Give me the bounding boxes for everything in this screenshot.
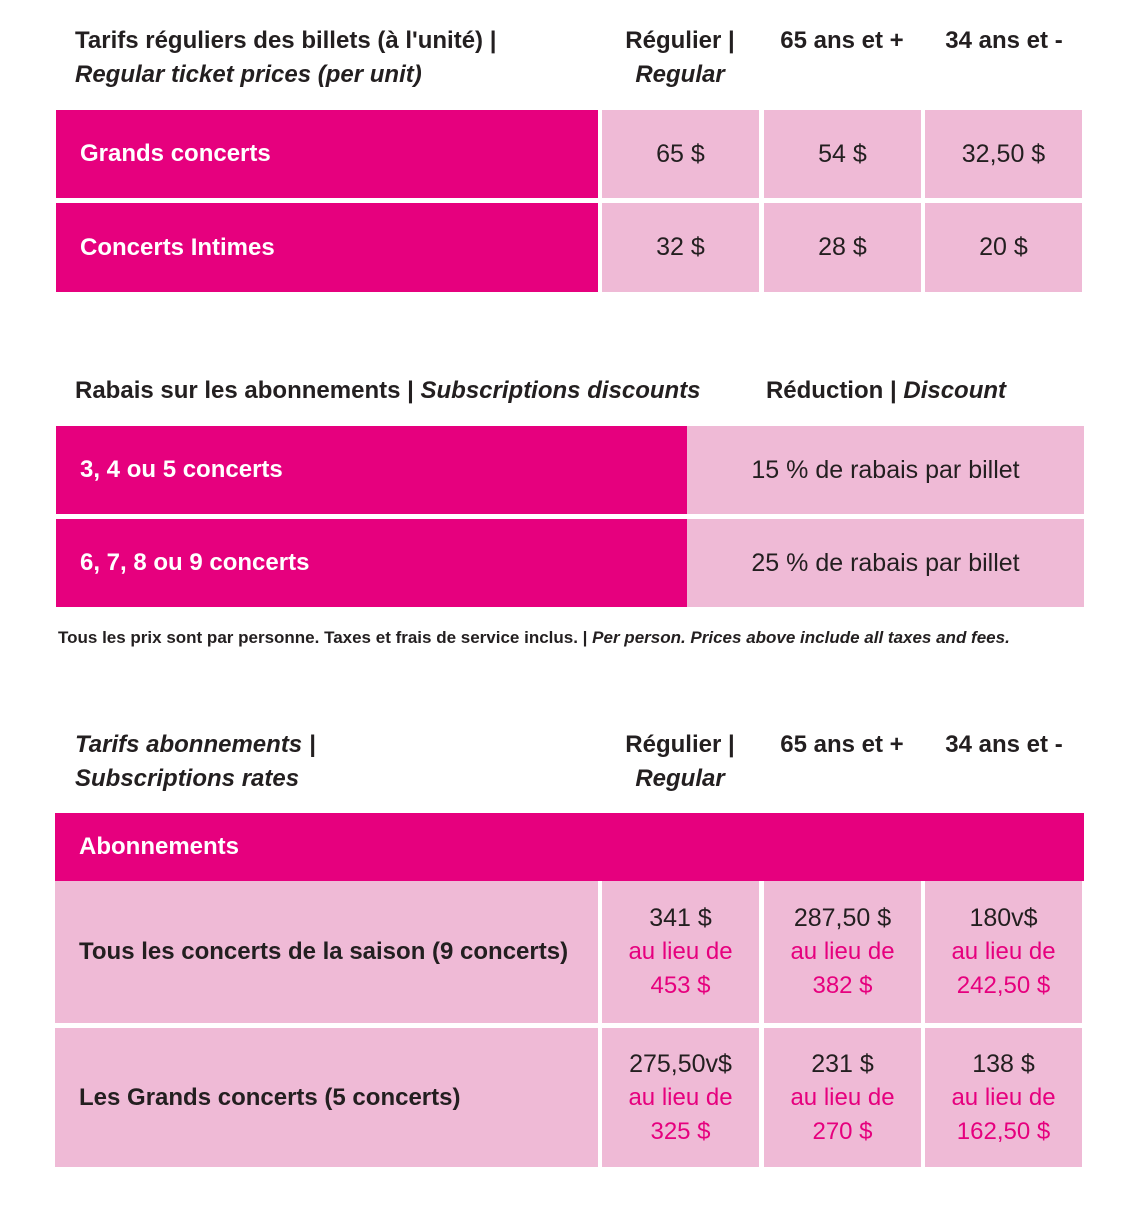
section1-col-regular xyxy=(600,24,760,92)
original-price: 162,50 $ xyxy=(956,1117,1051,1145)
section2-title-fr: Rabais sur les abonnements | xyxy=(75,377,414,404)
instead-of-label: au lieu de xyxy=(628,1083,733,1111)
footnote-en: Per person. Prices above include all taxes and fees. xyxy=(592,628,1010,647)
section1-col-65: 65 ans et + xyxy=(780,27,904,54)
price-cell: 28 $ xyxy=(764,203,921,292)
subscription-label: Tous les concerts de la saison (9 concerts) xyxy=(55,881,598,1023)
instead-of-label: au lieu de xyxy=(790,938,895,965)
subscription-price-cell xyxy=(925,881,1082,1023)
instead-of-label: au lieu de xyxy=(628,938,733,965)
subscription-price-cell xyxy=(602,881,759,1023)
row-label-concerts-intimes: Concerts Intimes xyxy=(56,203,598,292)
subscription-price: 275,50v$ xyxy=(629,1049,732,1078)
subscription-price-cell xyxy=(925,1028,1082,1167)
subscription-price: 180v$ xyxy=(969,904,1038,932)
section2-col-en: Discount xyxy=(903,377,1007,404)
section3-col-regular xyxy=(600,728,760,796)
subscription-price: 287,50 $ xyxy=(793,904,892,932)
section1-col-regular-fr: Régulier | xyxy=(625,27,735,54)
footnote-fr: Tous les prix sont par personne. Taxes et frais de service inclus. | xyxy=(58,628,588,647)
subscription-price-cell xyxy=(764,1028,921,1167)
section3-col-regular-fr: Régulier | xyxy=(625,731,735,758)
instead-of-label: au lieu de xyxy=(951,938,1056,965)
price-cell: 65 $ xyxy=(602,110,759,198)
original-price: 242,50 $ xyxy=(956,972,1051,999)
discount-value: 15 % de rabais par billet xyxy=(687,426,1084,514)
price-cell: 20 $ xyxy=(925,203,1082,292)
discount-value: 25 % de rabais par billet xyxy=(687,519,1084,607)
subscription-price: 341 $ xyxy=(649,904,712,932)
section1-title-en: Regular ticket prices (per unit) xyxy=(75,61,422,88)
price-cell: 32 $ xyxy=(602,203,759,292)
section3-title-fr: Tarifs abonnements | xyxy=(75,731,316,758)
discount-label: 3, 4 ou 5 concerts xyxy=(56,426,687,514)
section2-col-header xyxy=(690,374,1082,408)
section3-title xyxy=(75,728,595,796)
instead-of-label: au lieu de xyxy=(790,1083,895,1111)
subscription-price: 138 $ xyxy=(972,1049,1035,1078)
original-price: 382 $ xyxy=(812,972,873,999)
subscription-price-cell xyxy=(764,881,921,1023)
instead-of-label: au lieu de xyxy=(951,1083,1056,1111)
original-price: 270 $ xyxy=(812,1117,873,1145)
section3-title-en: Subscriptions rates xyxy=(75,765,300,792)
section1-title-fr: Tarifs réguliers des billets (à l'unité) | xyxy=(75,27,497,54)
discount-label: 6, 7, 8 ou 9 concerts xyxy=(56,519,687,607)
subscription-price: 231 $ xyxy=(811,1049,874,1078)
subscriptions-band: Abonnements xyxy=(55,813,1084,881)
footnote xyxy=(58,628,1010,648)
row-label-grands-concerts: Grands concerts xyxy=(56,110,598,198)
section1-title xyxy=(75,24,595,92)
original-price: 453 $ xyxy=(650,972,711,999)
section3-col-regular-en: Regular xyxy=(635,765,725,792)
section2-title-en: Subscriptions discounts xyxy=(420,377,701,404)
section3-col-65: 65 ans et + xyxy=(780,731,904,758)
section2-col-fr: Réduction | xyxy=(765,377,897,404)
section3-col-34: 34 ans et - xyxy=(945,731,1063,758)
original-price: 325 $ xyxy=(650,1117,711,1145)
price-cell: 32,50 $ xyxy=(925,110,1082,198)
subscription-label: Les Grands concerts (5 concerts) xyxy=(55,1028,598,1167)
section1-col-regular-en: Regular xyxy=(635,61,725,88)
price-cell: 54 $ xyxy=(764,110,921,198)
section1-col-34: 34 ans et - xyxy=(945,27,1063,54)
section2-title xyxy=(75,374,715,408)
subscription-price-cell xyxy=(602,1028,759,1167)
